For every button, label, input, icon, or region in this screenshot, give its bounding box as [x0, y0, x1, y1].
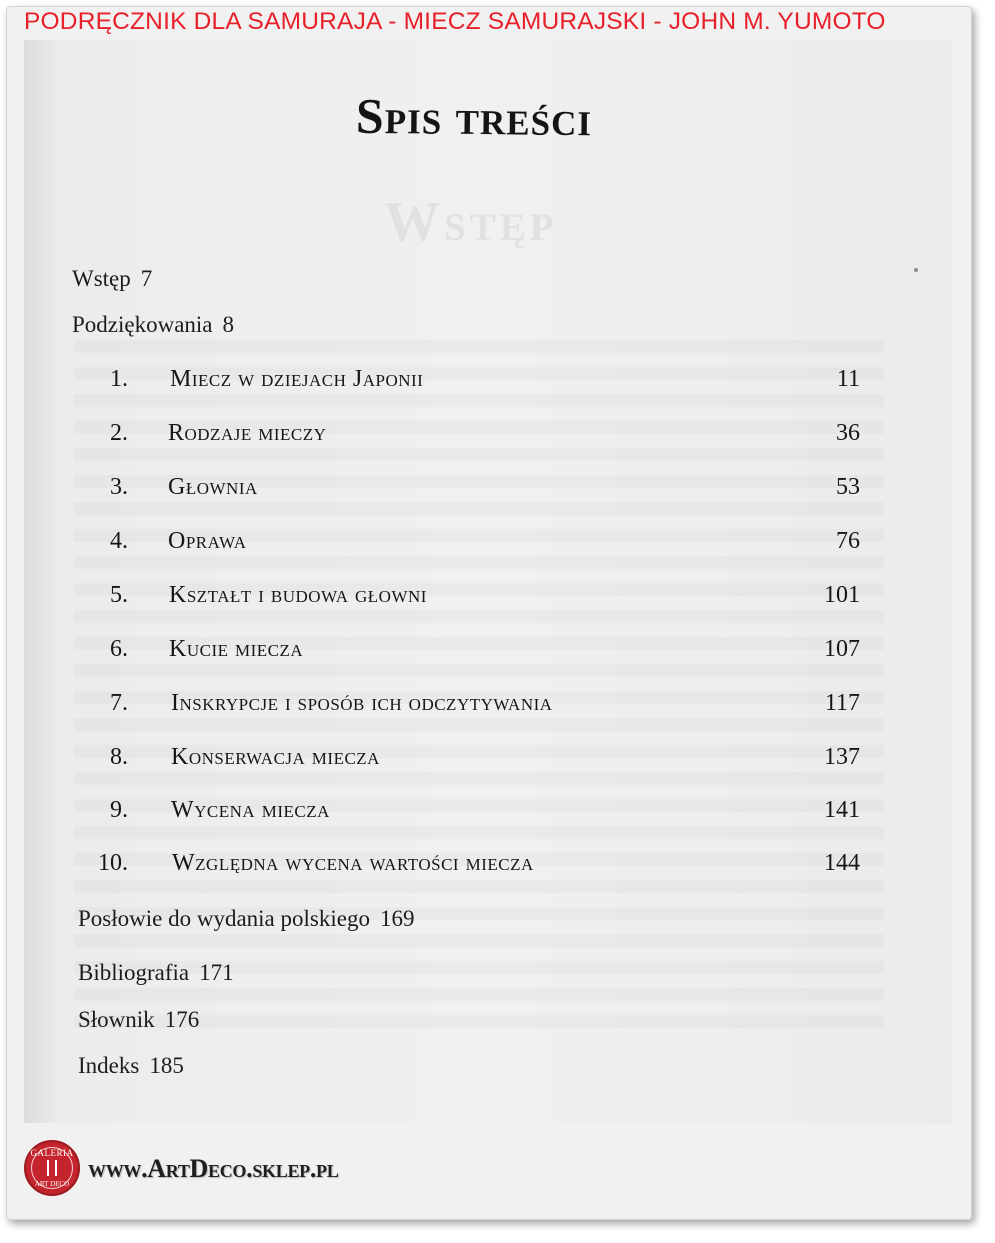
toc-entry-label: Wstęp — [72, 266, 131, 291]
toc-entry-front — [72, 312, 234, 338]
toc-entry-page: 169 — [379, 906, 415, 931]
chapter-page: 141 — [824, 797, 860, 823]
toc-entry-label: Podziękowania — [72, 312, 213, 337]
chapter-page: 137 — [824, 744, 860, 770]
toc-entry-page: 176 — [164, 1007, 200, 1032]
toc-chapter — [24, 797, 924, 837]
seal-top-text: GALERIA — [30, 1148, 74, 1158]
column-icon — [47, 1160, 57, 1176]
footer — [24, 1140, 424, 1204]
chapter-number: 6. — [110, 636, 128, 662]
toc-entry-back — [78, 1053, 184, 1079]
chapter-page: 107 — [824, 636, 860, 662]
chapter-number: 10. — [98, 850, 128, 876]
chapter-number: 3. — [110, 474, 128, 500]
toc-entry-back — [78, 960, 234, 986]
bleed-through-heading: Wstęp — [384, 191, 558, 253]
book-page-photo — [24, 40, 952, 1123]
site-link[interactable]: www.ArtDeco.sklep.pl — [88, 1154, 339, 1183]
toc-chapter — [24, 582, 924, 622]
toc-entry-back — [78, 1007, 199, 1033]
chapter-page: 36 — [836, 420, 860, 446]
toc-entry-label: Indeks — [78, 1053, 140, 1078]
page-title: Spis treści — [355, 87, 593, 147]
chapter-title: Kształt i budowa głowni — [169, 582, 427, 608]
toc-entry-page: 7 — [140, 266, 153, 291]
toc-chapter — [24, 636, 924, 676]
chapter-title: Wycena miecza — [171, 797, 330, 823]
chapter-number: 1. — [110, 366, 128, 392]
chapter-number: 4. — [110, 528, 128, 554]
chapter-title: Oprawa — [168, 528, 247, 554]
chapter-number: 2. — [110, 420, 128, 446]
toc-entry-page: 171 — [199, 960, 234, 985]
toc-entry-label: Posłowie do wydania polskiego — [78, 906, 370, 931]
chapter-number: 9. — [110, 797, 128, 823]
toc-entry-front — [72, 266, 152, 292]
chapter-page: 101 — [824, 582, 860, 608]
toc-chapter — [24, 528, 924, 568]
gallery-seal-logo — [24, 1140, 80, 1196]
toc-chapter — [24, 850, 924, 890]
chapter-page: 76 — [836, 528, 860, 554]
toc-entry-label: Bibliografia — [78, 960, 190, 985]
seal-bottom-text: ART DECO — [34, 1180, 70, 1188]
chapter-page: 11 — [836, 366, 860, 392]
chapter-number: 8. — [110, 744, 128, 770]
chapter-page: 144 — [824, 850, 860, 876]
toc-entry-page: 185 — [149, 1053, 184, 1078]
chapter-title: Względna wycena wartości miecza — [172, 850, 534, 876]
toc-entry-back — [78, 906, 414, 932]
banner-title: PODRĘCZNIK DLA SAMURAJA - MIECZ SAMURAJSKI - JOHN M. YUMOTO — [24, 8, 886, 35]
chapter-number: 5. — [110, 582, 128, 608]
chapter-title: Rodzaje mieczy — [168, 420, 327, 446]
toc-chapter — [24, 690, 924, 730]
dust-speck — [914, 268, 918, 272]
chapter-title: Inskrypcje i sposób ich odczytywania — [171, 690, 553, 716]
chapter-title: Kucie miecza — [169, 636, 304, 662]
toc-entry-page: 8 — [222, 312, 235, 337]
toc-chapter — [24, 744, 924, 784]
chapter-number: 7. — [110, 690, 128, 716]
toc-chapter — [24, 420, 924, 460]
toc-entry-label: Słownik — [78, 1007, 155, 1032]
chapter-page: 117 — [824, 690, 860, 716]
toc-chapter — [24, 474, 924, 514]
chapter-title: Konserwacja miecza — [171, 744, 380, 770]
chapter-title: Głownia — [168, 474, 258, 500]
chapter-title: Miecz w dziejach Japonii — [170, 366, 424, 392]
chapter-page: 53 — [836, 474, 860, 500]
toc-chapter — [24, 366, 924, 406]
